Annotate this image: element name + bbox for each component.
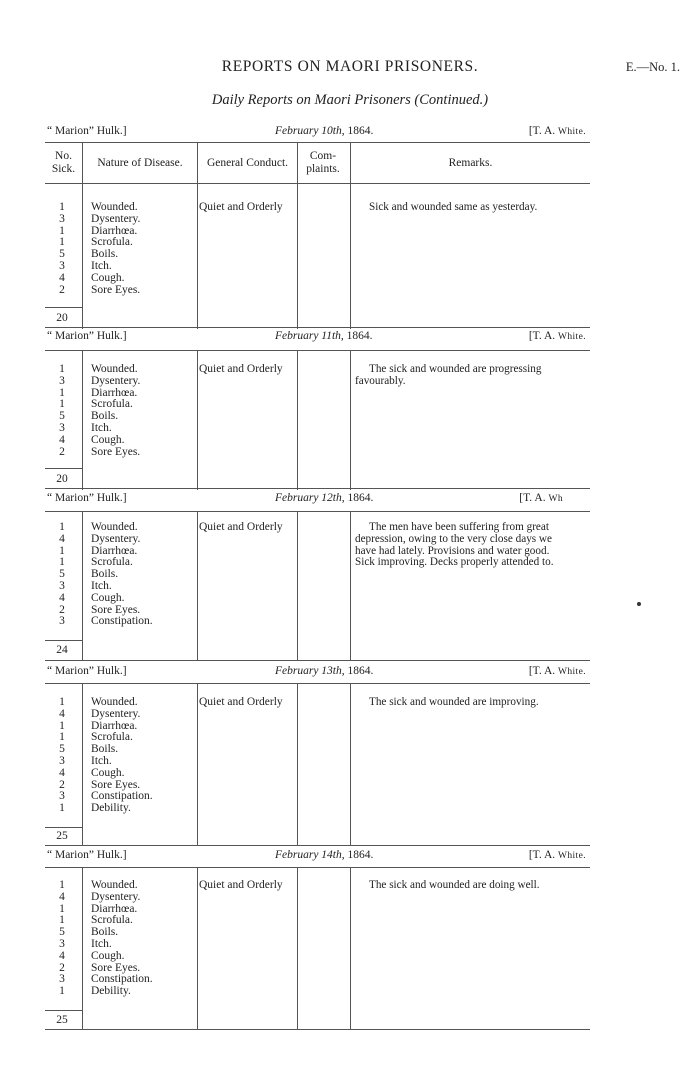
disease-list: Wounded. Dysentery. Diarrhœa. Scrofula. Boils. Itch. Cough. Sore Eyes. Constipation. Debility. <box>91 879 153 998</box>
remarks: The men have been suffering from great depression, owing to the very close days we have had lately. Provisions and water good. Sick improving. Decks properly attended to. <box>355 521 554 569</box>
section-rule <box>45 511 590 512</box>
general-conduct: Quiet and Orderly <box>199 879 283 891</box>
remarks: The sick and wounded are improving. <box>369 696 539 708</box>
sick-counts: 1 3 1 1 5 3 4 2 <box>59 201 65 296</box>
sick-counts: 1 4 1 1 5 3 4 2 3 1 <box>59 879 65 998</box>
header-no-sick: No. Sick. <box>51 150 76 175</box>
total-rule <box>45 468 82 469</box>
total-rule <box>45 640 82 641</box>
total-rule <box>45 307 82 308</box>
section-rule <box>45 350 590 351</box>
total-sick: 24 <box>56 644 68 656</box>
report-date: February 14th, 1864. <box>275 849 374 861</box>
report-banner <box>45 665 590 683</box>
officer-signature: [T. A. White. <box>528 330 586 342</box>
general-conduct: Quiet and Orderly <box>199 696 283 708</box>
general-conduct: Quiet and Orderly <box>199 201 283 213</box>
disease-list: Wounded. Dysentery. Diarrhœa. Scrofula. Boils. Itch. Cough. Sore Eyes. <box>91 201 141 296</box>
total-rule <box>45 827 82 828</box>
report-banner <box>45 125 590 143</box>
document-reference: E.—No. 1. <box>625 60 680 74</box>
ink-speck <box>637 602 641 606</box>
report-date: February 13th, 1864. <box>275 665 374 677</box>
remarks: Sick and wounded same as yesterday. <box>369 201 538 213</box>
report-date: February 10th, 1864. <box>275 125 374 137</box>
column-divider <box>82 867 83 1030</box>
hulk-name: “ Marion” Hulk.] <box>47 665 127 677</box>
section-rule <box>45 867 590 868</box>
report-date: February 11th, 1864. <box>275 330 373 342</box>
general-conduct: Quiet and Orderly <box>199 363 283 375</box>
page-title: REPORTS ON MAORI PRISONERS. <box>221 58 479 75</box>
column-divider <box>350 183 351 329</box>
officer-signature: [T. A. White. <box>528 849 586 861</box>
report-banner <box>45 492 590 510</box>
header-complaints: Com- plaints. <box>306 150 340 175</box>
total-rule <box>45 1010 82 1011</box>
header-divider <box>297 142 298 183</box>
remarks: The sick and wounded are progressing favourably. <box>355 363 542 387</box>
sick-counts: 1 3 1 1 5 3 4 2 <box>59 363 65 458</box>
column-divider <box>82 183 83 329</box>
column-divider <box>82 683 83 846</box>
column-divider <box>350 683 351 846</box>
section-rule <box>45 327 590 328</box>
officer-signature: [T. A. White. <box>528 125 586 137</box>
section-rule <box>45 488 590 489</box>
section-rule <box>45 845 590 846</box>
report-banner <box>45 330 590 348</box>
report-banner <box>45 849 590 867</box>
hulk-name: “ Marion” Hulk.] <box>47 849 127 861</box>
officer-signature: [T. A. Wh <box>519 492 563 504</box>
officer-signature: [T. A. White. <box>528 665 586 677</box>
total-sick: 25 <box>56 1014 68 1026</box>
column-divider <box>82 350 83 490</box>
column-divider <box>82 511 83 661</box>
general-conduct: Quiet and Orderly <box>199 521 283 533</box>
total-sick: 20 <box>56 312 68 324</box>
section-rule <box>45 660 590 661</box>
disease-list: Wounded. Dysentery. Diarrhœa. Scrofula. Boils. Itch. Cough. Sore Eyes. Constipation. <box>91 521 153 628</box>
disease-list: Wounded. Dysentery. Diarrhœa. Scrofula. Boils. Itch. Cough. Sore Eyes. Constipation. Debility. <box>91 696 153 815</box>
sick-counts: 1 4 1 1 5 3 4 2 3 1 <box>59 696 65 815</box>
hulk-name: “ Marion” Hulk.] <box>47 125 127 137</box>
column-divider <box>350 350 351 490</box>
page-subtitle: Daily Reports on Maori Prisoners (Continued.) <box>211 92 489 108</box>
hulk-name: “ Marion” Hulk.] <box>47 330 127 342</box>
header-remarks: Remarks. <box>448 157 493 169</box>
total-sick: 25 <box>56 830 68 842</box>
reports-table <box>45 120 590 1035</box>
section-rule <box>45 1029 590 1030</box>
remarks: The sick and wounded are doing well. <box>369 879 540 891</box>
disease-list: Wounded. Dysentery. Diarrhœa. Scrofula. Boils. Itch. Cough. Sore Eyes. <box>91 363 141 458</box>
column-divider <box>350 867 351 1030</box>
report-date: February 12th, 1864. <box>275 492 374 504</box>
header-bottom-rule <box>45 183 590 184</box>
hulk-name: “ Marion” Hulk.] <box>47 492 127 504</box>
column-divider <box>350 511 351 661</box>
total-sick: 20 <box>56 473 68 485</box>
sick-counts: 1 4 1 1 5 3 4 2 3 <box>59 521 65 628</box>
header-nature-of-disease: Nature of Disease. <box>97 157 183 169</box>
section-rule <box>45 683 590 684</box>
header-general-conduct: General Conduct. <box>206 157 289 169</box>
